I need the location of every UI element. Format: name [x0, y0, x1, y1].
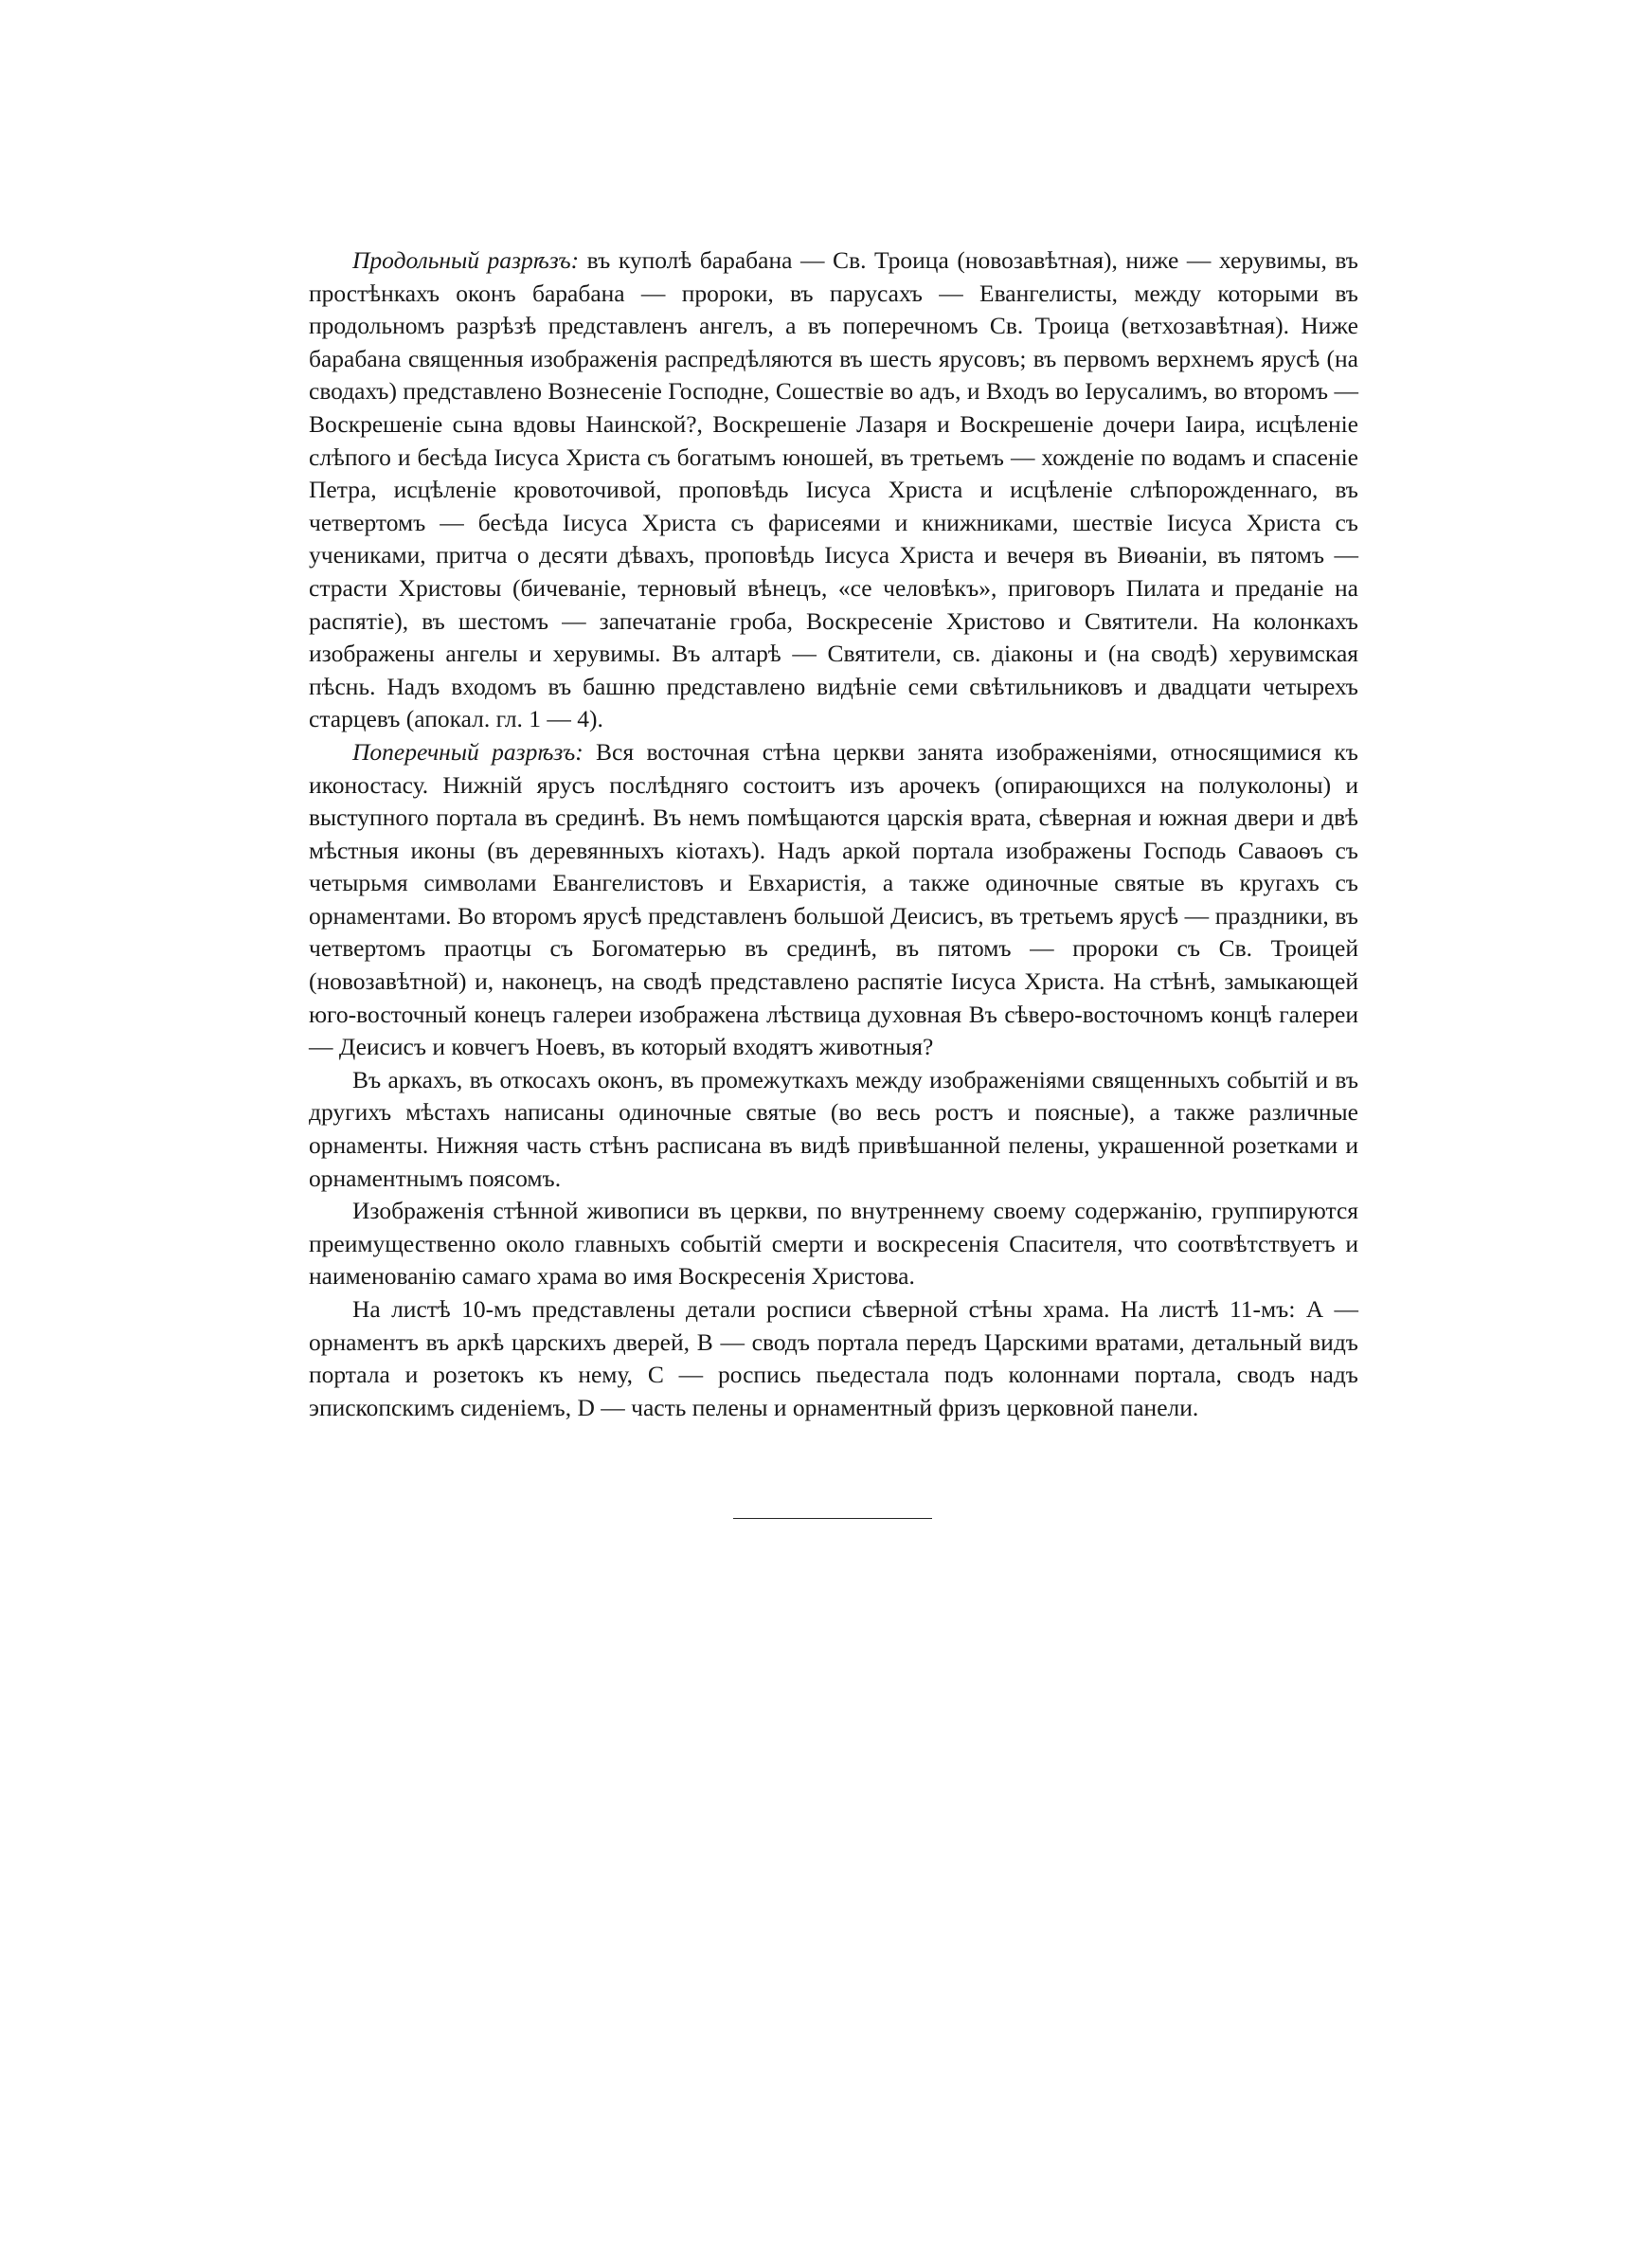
paragraph-lead: Поперечный разрѣзъ: [352, 737, 584, 766]
paragraph-arches [309, 1064, 1358, 1195]
paragraph-text: Изображенія стѣнной живописи въ церкви, по внутреннему своему содержанію, группируются преимущественно около главныхъ событій смерти и воскресенія Спасителя, что соотвѣтствуетъ и наименованію самаго храма во имя Воскресенія Христова. [309, 1197, 1358, 1291]
paragraph-cross-section [309, 736, 1358, 1064]
paragraph-text: Въ аркахъ, въ откосахъ оконъ, въ промежуткахъ между изображеніями священныхъ событій и въ другихъ мѣстахъ написаны одиночные святые (во весь ростъ и поясные), а также различные орнаменты. Нижняя часть стѣнъ расписана въ видѣ привѣшанной пелены, украшенной розетками и орнаментнымъ поясомъ. [309, 1065, 1358, 1192]
paragraph-text: Вся восточная стѣна церкви занята изображеніями, относящимися къ иконостасу. Нижній ярусъ послѣдняго состоитъ изъ арочекъ (опирающихся на полуколоны) и выступного портала въ срединѣ. Въ немъ помѣщаются царскія врата, сѣверная и южная двери и двѣ мѣстныя иконы (въ деревянныхъ кіотахъ). Надъ аркой портала изображены Господь Саваоѳъ съ четырьмя символами Евангелистовъ и Евхаристія, а также одиночные святые въ кругахъ съ орнаментами. Во второмъ ярусѣ представленъ большой Деисисъ, въ третьемъ ярусѣ — праздники, въ четвертомъ праотцы съ Богоматерью въ срединѣ, въ пятомъ — пророки съ Св. Троицей (новозавѣтной) и, наконецъ, на сводѣ представлено распятіе Іисуса Христа. На стѣнѣ, замыкающей юго-восточный конецъ галереи изображена лѣствица духовная Въ сѣверо-восточномъ концѣ галереи — Деисисъ и ковчегъ Ноевъ, въ который входятъ животныя? [309, 737, 1358, 1061]
paragraph-text: На листѣ 10-мъ представлены детали росписи сѣверной стѣны храма. На листѣ 11-мъ: А — орнаментъ въ аркѣ царскихъ дверей, В — сводъ портала передъ Царскими вратами, детальный видъ портала и розетокъ къ нему, С — роспись пьедестала подъ колоннами портала, сводъ надъ эпископскимъ сиденіемъ, D — часть пелены и орнаментный фризъ церковной панели. [309, 1295, 1358, 1421]
paragraph-wall-painting [309, 1195, 1358, 1293]
paragraph-longitudinal-section [309, 244, 1358, 736]
paragraph-text: въ куполѣ барабана — Св. Троица (новозавѣтная), ниже — херувимы, въ простѣнкахъ оконъ барабана — пророки, въ парусахъ — Евангелисты, между которыми въ продольномъ разрѣзѣ представленъ ангелъ, а въ поперечномъ Св. Троица (ветхозавѣтная). Ниже барабана священныя изображенія распредѣляются въ шесть ярусовъ; въ первомъ верхнемъ ярусѣ (на сводахъ) представлено Вознесеніе Господне, Сошествіе во адъ, и Входъ во Іерусалимъ, во второмъ — Воскрешеніе сына вдовы Наинской?, Воскрешеніе Лазаря и Воскрешеніе дочери Іаира, исцѣленіе слѣпого и бесѣда Іисуса Христа съ богатымъ юношей, въ третьемъ — хожденіе по водамъ и спасеніе Петра, исцѣленіе кровоточивой, проповѣдь Іисуса Христа и исцѣленіе слѣпорожденнаго, въ четвертомъ — бесѣда Іисуса Христа съ фарисеями и книжниками, шествіе Іисуса Христа съ учениками, притча о десяти дѣвахъ, проповѣдь Іисуса Христа и вечеря въ Виѳаніи, въ пятомъ — страсти Христовы (бичеваніе, терновый вѣнецъ, «се человѣкъ», приговоръ Пилата и преданіе на распятіе), въ шестомъ — запечатаніе гроба, Воскресеніе Христово и Святители. На колонкахъ изображены ангелы и херувимы. Въ алтарѣ — Святители, св. діаконы и (на сводѣ) херувимская пѣснь. Надъ входомъ въ башню представлено видѣніе семи свѣтильниковъ и двадцати четырехъ старцевъ (апокал. гл. 1 — 4). [309, 246, 1358, 733]
paragraph-lead: Продольный разрѣзъ: [352, 246, 580, 274]
body-text [309, 244, 1358, 1424]
paragraph-sheets [309, 1293, 1358, 1424]
closing-divider-line [733, 1518, 932, 1519]
